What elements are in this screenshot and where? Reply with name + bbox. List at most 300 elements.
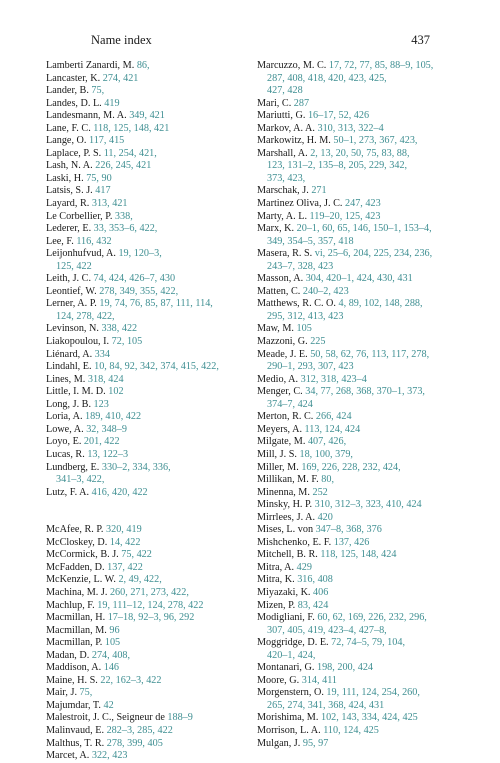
entry-page-refs[interactable]: 274, 408,: [91, 649, 131, 661]
entry-page-refs[interactable]: 290–1, 293, 307, 423: [267, 361, 354, 373]
entry-name: Liakopoulou, I.: [46, 336, 110, 348]
entry-page-refs[interactable]: 330–2, 334, 336,: [101, 461, 171, 473]
entry-name: Mair, J.: [46, 687, 77, 699]
entry-page-refs[interactable]: 419: [104, 97, 120, 109]
index-entry-continuation: [257, 700, 467, 713]
entry-page-refs[interactable]: vi, 25–6, 204, 225, 234, 236,: [314, 248, 433, 260]
entry-page-refs[interactable]: 334: [94, 348, 110, 360]
entry-page-refs[interactable]: 407, 426,: [307, 436, 347, 448]
index-entry: [46, 625, 246, 638]
entry-page-refs[interactable]: 118, 125, 148, 424: [320, 549, 397, 561]
entry-page-refs[interactable]: 420: [317, 511, 333, 523]
entry-page-refs[interactable]: 416, 420, 422: [91, 486, 148, 498]
index-entry-continuation: [257, 236, 467, 249]
entry-page-refs[interactable]: 252: [312, 486, 328, 498]
index-entry-continuation: [46, 311, 246, 324]
entry-page-refs[interactable]: 406: [313, 586, 329, 598]
entry-page-refs[interactable]: 314, 411: [301, 674, 337, 686]
entry-name: Milgate, M.: [257, 436, 306, 448]
entry-name: Lines, M.: [46, 373, 86, 385]
entry-name: Leontief, W.: [46, 285, 97, 297]
index-entry: [46, 60, 246, 73]
entry-name: Menger, C.: [257, 386, 303, 398]
entry-name: Mitchell, B. R.: [257, 549, 318, 561]
entry-page-refs[interactable]: 266, 424: [315, 411, 352, 423]
index-entry: [257, 98, 467, 111]
entry-name: Mirrlees, J. A.: [257, 511, 316, 523]
entry-page-refs[interactable]: 247, 423: [345, 198, 381, 210]
entry-page-refs[interactable]: 116, 432: [76, 235, 112, 247]
entry-page-refs[interactable]: 427, 428: [267, 85, 303, 97]
entry-page-refs[interactable]: 13, 122–3: [87, 448, 129, 460]
index-entry: [46, 462, 246, 475]
index-entry: [46, 750, 246, 763]
entry-page-refs[interactable]: 420–1, 424,: [267, 649, 316, 661]
index-entry: [46, 687, 246, 700]
entry-page-refs[interactable]: 72, 74–5, 79, 104,: [331, 637, 405, 649]
index-entry: [257, 411, 467, 424]
entry-name: Martinez Oliva, J. C.: [257, 198, 343, 210]
entry-page-refs[interactable]: 102, 143, 334, 424, 425: [320, 712, 418, 724]
index-entry: [46, 349, 246, 362]
entry-name: Mitra, A.: [257, 561, 295, 573]
entry-page-refs[interactable]: 271: [311, 185, 327, 197]
index-entry-continuation: [257, 173, 467, 186]
entry-name: Laski, H.: [46, 172, 84, 184]
entry-page-refs[interactable]: 338, 422: [101, 323, 138, 335]
entry-page-refs[interactable]: 137, 426: [333, 536, 370, 548]
entry-name: Markowitz, H. M.: [257, 135, 331, 147]
entry-name: Marshall, A.: [257, 147, 308, 159]
entry-page-refs[interactable]: 105: [104, 637, 121, 649]
entry-name: Markov, A. A.: [257, 122, 315, 134]
index-entry: [257, 499, 467, 512]
index-entry: [257, 374, 467, 387]
entry-page-refs[interactable]: 124, 278, 422,: [56, 310, 115, 322]
index-entry-continuation: [46, 474, 246, 487]
entry-name: Modigliani, F.: [257, 612, 315, 624]
index-entry: [257, 712, 467, 725]
index-entry: [46, 98, 246, 111]
entry-name: Lash, N. A.: [46, 160, 93, 172]
index-entry: [46, 148, 246, 161]
index-entry: [257, 662, 467, 675]
entry-page-refs[interactable]: 312, 318, 423–4: [300, 373, 367, 385]
entry-page-refs[interactable]: 20–1, 60, 65, 146, 150–1, 153–4,: [296, 223, 432, 235]
index-entry-continuation: [257, 361, 467, 374]
entry-name: Majumdar, T.: [46, 699, 101, 711]
index-entry: [46, 298, 246, 311]
entry-page-refs[interactable]: 83, 424: [297, 599, 329, 611]
index-entry: [46, 198, 246, 211]
entry-page-refs[interactable]: 11, 254, 421,: [103, 147, 157, 159]
entry-name: Marcet, A.: [46, 750, 90, 762]
entry-page-refs[interactable]: 341–3, 422,: [56, 474, 105, 486]
entry-page-refs[interactable]: 429: [296, 561, 312, 573]
entry-page-refs[interactable]: 373, 423,: [267, 172, 306, 184]
entry-name: Madan, D.: [46, 649, 90, 661]
index-entry-continuation: [257, 160, 467, 173]
index-entry: [257, 687, 467, 700]
entry-name: Lowe, A.: [46, 423, 84, 435]
index-entry: [46, 135, 246, 148]
index-entry: [46, 323, 246, 336]
entry-name: Malinvaud, E.: [46, 724, 105, 736]
entry-name: Marx, K.: [257, 223, 295, 235]
index-entry: [257, 386, 467, 399]
entry-name: Lamberti Zanardi, M.: [46, 60, 135, 71]
entry-name: Maine, H. S.: [46, 674, 98, 686]
index-entry: [46, 424, 246, 437]
entry-page-refs[interactable]: 50, 58, 62, 76, 113, 117, 278,: [310, 348, 430, 360]
entry-name: Maddison, A.: [46, 662, 102, 674]
entry-name: Leijonhufvud, A.: [46, 248, 116, 260]
index-entry: [46, 211, 246, 224]
index-entry: [46, 248, 246, 261]
entry-name: McFadden, D.: [46, 561, 105, 573]
entry-name: Masson, A.: [257, 273, 304, 285]
index-entry: [46, 273, 246, 286]
entry-name: Landes, D. L.: [46, 97, 102, 109]
entry-page-refs[interactable]: 137, 422: [107, 561, 143, 573]
entry-page-refs[interactable]: 374–7, 424: [267, 398, 313, 410]
index-entry: [46, 675, 246, 688]
entry-name: Minsky, H. P.: [257, 499, 313, 511]
entry-page-refs[interactable]: 75,: [91, 85, 105, 97]
entry-page-refs[interactable]: 287, 408, 418, 420, 423, 425,: [267, 72, 387, 84]
entry-name: Lutz, F. A.: [46, 486, 90, 498]
entry-page-refs[interactable]: 4, 89, 102, 148, 288,: [338, 298, 423, 310]
entry-page-refs[interactable]: 274, 421: [102, 72, 139, 84]
entry-page-refs[interactable]: 17, 72, 77, 85, 88–9, 105,: [328, 60, 434, 71]
entry-page-refs[interactable]: 19, 111, 124, 254, 260,: [326, 687, 420, 699]
index-entry: [257, 273, 467, 286]
index-entry: [46, 399, 246, 412]
entry-page-refs[interactable]: 304, 420–1, 424, 430, 431: [305, 273, 413, 285]
section-title: Name index: [91, 33, 152, 47]
entry-name: Lane, F. C.: [46, 122, 91, 134]
index-entry: [46, 662, 246, 675]
entry-page-refs[interactable]: 169, 226, 228, 232, 424,: [301, 461, 401, 473]
entry-name: Lederer, E.: [46, 223, 92, 235]
index-entry: [257, 349, 467, 362]
entry-page-refs[interactable]: 2, 49, 422,: [118, 574, 162, 586]
index-entry: [257, 738, 467, 751]
entry-page-refs[interactable]: 75, 90: [86, 172, 112, 184]
entry-page-refs[interactable]: 95, 97: [302, 737, 329, 749]
entry-page-refs[interactable]: 118, 125, 148, 421: [93, 122, 170, 134]
index-entry: [257, 487, 467, 500]
index-entry-continuation: [257, 399, 467, 412]
entry-page-refs[interactable]: 226, 245, 421: [95, 160, 152, 172]
entry-name: Lancaster, K.: [46, 72, 101, 84]
index-entry: [46, 436, 246, 449]
entry-page-refs[interactable]: 349, 354–5, 357, 418: [267, 235, 354, 247]
index-entry: [46, 386, 246, 399]
index-entry: [257, 436, 467, 449]
index-entry: [46, 612, 246, 625]
entry-page-refs[interactable]: 110, 124, 425: [323, 724, 379, 736]
index-entry: [46, 562, 246, 575]
entry-name: Leith, J. C.: [46, 273, 91, 285]
index-entry: [257, 60, 467, 73]
entry-name: Laplace, P. S.: [46, 147, 102, 159]
entry-name: Lander, B.: [46, 85, 89, 97]
index-entry-continuation: [257, 85, 467, 98]
entry-page-refs[interactable]: 113, 124, 424: [304, 423, 361, 435]
entry-name: Mazzoni, G.: [257, 336, 308, 348]
entry-page-refs[interactable]: 322, 423: [91, 750, 128, 762]
entry-page-refs[interactable]: 17–18, 92–3, 96, 292: [107, 612, 195, 624]
index-column-left: [46, 60, 246, 763]
index-entry: [257, 462, 467, 475]
entry-name: Liénard, A.: [46, 348, 93, 360]
entry-page-refs[interactable]: 96: [109, 624, 120, 636]
entry-page-refs[interactable]: 123: [93, 398, 109, 410]
entry-page-refs[interactable]: 33, 353–6, 422,: [93, 223, 158, 235]
entry-name: Morgenstern, O.: [257, 687, 324, 699]
entry-page-refs[interactable]: 19, 111–12, 124, 278, 422: [97, 599, 204, 611]
entry-page-refs[interactable]: 75,: [79, 687, 93, 699]
index-entry: [46, 537, 246, 550]
entry-page-refs[interactable]: 310, 312–3, 323, 410, 424: [314, 499, 422, 511]
entry-name: Long, J. B.: [46, 398, 91, 410]
entry-name: Miller, M.: [257, 461, 299, 473]
entry-page-refs[interactable]: 10, 84, 92, 342, 374, 415, 422,: [94, 361, 219, 373]
entry-page-refs[interactable]: 22, 162–3, 422: [100, 674, 162, 686]
index-entry: [257, 198, 467, 211]
entry-page-refs[interactable]: 417: [95, 185, 111, 197]
entry-page-refs[interactable]: 278, 399, 405: [106, 737, 163, 749]
index-entry: [46, 700, 246, 713]
index-entry: [257, 474, 467, 487]
index-entry: [257, 512, 467, 525]
entry-page-refs[interactable]: 50–1, 273, 367, 423,: [333, 135, 418, 147]
entry-page-refs[interactable]: 295, 312, 413, 423: [267, 310, 344, 322]
index-entry: [257, 323, 467, 336]
index-entry: [257, 675, 467, 688]
entry-page-refs[interactable]: 260, 271, 273, 422,: [109, 586, 189, 598]
index-entry: [46, 487, 246, 500]
entry-page-refs[interactable]: 338,: [114, 210, 133, 222]
index-entry: [46, 160, 246, 173]
entry-name: Levinson, N.: [46, 323, 99, 335]
entry-name: Lange, O.: [46, 135, 87, 147]
entry-page-refs[interactable]: 80,: [321, 474, 335, 486]
index-entry-continuation: [257, 73, 467, 86]
entry-name: Mishchenko, E. F.: [257, 536, 332, 548]
index-entry: [46, 173, 246, 186]
entry-page-refs[interactable]: 34, 77, 268, 368, 370–1, 373,: [305, 386, 425, 398]
entry-name: Mariutti, G.: [257, 110, 306, 122]
index-entry: [257, 449, 467, 462]
entry-page-refs[interactable]: 347–8, 368, 376: [315, 524, 382, 536]
index-entry: [46, 725, 246, 738]
index-entry: [257, 725, 467, 738]
entry-page-refs[interactable]: 287: [293, 97, 310, 109]
index-entry: [46, 637, 246, 650]
entry-page-refs[interactable]: 188–9: [167, 712, 193, 724]
entry-name: Mises, L. von: [257, 524, 314, 536]
index-entry: [46, 374, 246, 387]
entry-page-refs[interactable]: 119–20, 125, 423: [309, 210, 381, 222]
index-entry: [46, 600, 246, 613]
entry-name: Marschak, J.: [257, 185, 309, 197]
entry-page-refs[interactable]: 123, 131–2, 135–8, 205, 229, 342,: [267, 160, 408, 172]
index-entry: [46, 85, 246, 98]
entry-name: Moggridge, D. E.: [257, 637, 329, 649]
index-entry: [257, 185, 467, 198]
entry-name: Morrison, L. A.: [257, 724, 321, 736]
entry-page-refs[interactable]: 86,: [136, 60, 150, 71]
index-entry-continuation: [257, 650, 467, 663]
index-entry: [46, 738, 246, 751]
index-entry: [46, 650, 246, 663]
index-entry-continuation: [257, 261, 467, 274]
index-entry: [46, 361, 246, 374]
index-entry: [257, 336, 467, 349]
entry-page-refs[interactable]: 198, 200, 424: [316, 662, 374, 674]
entry-name: Medio, A.: [257, 373, 299, 385]
entry-name: Mitra, K.: [257, 574, 295, 586]
entry-page-refs[interactable]: 265, 274, 341, 368, 424, 431: [267, 699, 385, 711]
entry-page-refs[interactable]: 201, 422: [83, 436, 120, 448]
entry-name: McKenzie, L. W.: [46, 574, 116, 586]
index-entry: [257, 587, 467, 600]
entry-page-refs[interactable]: 146: [103, 662, 120, 674]
index-entry: [46, 524, 246, 537]
entry-page-refs[interactable]: 19, 74, 76, 85, 87, 111, 114,: [99, 298, 213, 310]
index-entry: [46, 223, 246, 236]
entry-page-refs[interactable]: 310, 313, 322–4: [317, 122, 384, 134]
page-number: 437: [411, 33, 430, 47]
entry-page-refs[interactable]: 318, 424: [87, 373, 124, 385]
entry-name: Montanari, G.: [257, 662, 315, 674]
entry-name: Malthus, T. R.: [46, 737, 105, 749]
entry-page-refs[interactable]: 2, 13, 20, 50, 75, 83, 88,: [310, 147, 410, 159]
entry-name: Macmillan, H.: [46, 612, 106, 624]
entry-name: Matthews, R. C. O.: [257, 298, 336, 310]
entry-name: Marty, A. L.: [257, 210, 307, 222]
index-entry: [46, 449, 246, 462]
entry-page-refs[interactable]: 313, 421: [91, 198, 128, 210]
entry-name: Malestroit, J. C., Seigneur de: [46, 712, 165, 724]
entry-name: Machina, M. J.: [46, 586, 108, 598]
entry-page-refs[interactable]: 125, 422: [56, 260, 92, 272]
entry-name: Meyers, A.: [257, 423, 302, 435]
entry-name: McCormick, B. J.: [46, 549, 119, 561]
entry-page-refs[interactable]: 60, 62, 169, 226, 232, 296,: [317, 612, 427, 624]
index-entry: [257, 135, 467, 148]
entry-page-refs[interactable]: 307, 405, 419, 423–4, 427–8,: [267, 624, 387, 636]
entry-page-refs[interactable]: 102: [108, 386, 124, 398]
index-entry-continuation: [257, 625, 467, 638]
entry-name: Lundberg, E.: [46, 461, 100, 473]
entry-page-refs[interactable]: 243–7, 328, 423: [267, 260, 334, 272]
entry-name: Marcuzzo, M. C.: [257, 60, 327, 71]
entry-name: Matten, C.: [257, 285, 301, 297]
index-entry: [46, 73, 246, 86]
entry-page-refs[interactable]: 18, 100, 379,: [299, 448, 353, 460]
index-entry: [46, 110, 246, 123]
index-column-right: [257, 60, 467, 750]
entry-page-refs[interactable]: 14, 422: [109, 536, 141, 548]
index-entry-continuation: [46, 261, 246, 274]
running-header: [91, 33, 430, 48]
entry-name: Masera, R. S.: [257, 248, 313, 260]
entry-name: Millikan, M. F.: [257, 474, 319, 486]
index-entry: [257, 148, 467, 161]
entry-page-refs[interactable]: 320, 419: [106, 524, 142, 536]
index-entry: [46, 286, 246, 299]
entry-page-refs[interactable]: 282–3, 285, 422: [106, 724, 173, 736]
entry-page-refs[interactable]: 16–17, 52, 426: [307, 110, 370, 122]
entry-page-refs[interactable]: 240–2, 423: [302, 285, 349, 297]
entry-page-refs[interactable]: 105: [296, 323, 312, 335]
entry-page-refs[interactable]: 316, 408: [297, 574, 333, 586]
index-entry: [257, 286, 467, 299]
entry-page-refs[interactable]: 189, 410, 422: [85, 411, 142, 423]
index-entry: [46, 587, 246, 600]
index-entry: [257, 223, 467, 236]
index-entry: [257, 110, 467, 123]
index-entry: [257, 637, 467, 650]
index-entry: [46, 185, 246, 198]
index-entry: [257, 549, 467, 562]
entry-name: Mill, J. S.: [257, 448, 297, 460]
entry-name: Morishima, M.: [257, 712, 319, 724]
entry-name: Little, I. M. D.: [46, 386, 106, 398]
index-entry: [257, 424, 467, 437]
entry-name: McAfee, R. P.: [46, 524, 104, 536]
index-entry: [257, 123, 467, 136]
entry-page-refs[interactable]: 117, 415: [89, 135, 125, 147]
entry-page-refs[interactable]: 74, 424, 426–7, 430: [93, 273, 176, 285]
entry-name: Mulgan, J.: [257, 737, 301, 749]
entry-name: Loyo, E.: [46, 436, 82, 448]
entry-name: Macmillan, M.: [46, 624, 107, 636]
entry-name: Machlup, F.: [46, 599, 95, 611]
entry-page-refs[interactable]: 278, 349, 355, 422,: [99, 285, 179, 297]
entry-name: Layard, R.: [46, 198, 90, 210]
index-entry: [257, 211, 467, 224]
entry-page-refs[interactable]: 72, 105: [111, 336, 143, 348]
entry-page-refs[interactable]: 32, 348–9: [86, 423, 127, 435]
index-entry: [46, 336, 246, 349]
entry-name: Merton, R. C.: [257, 411, 314, 423]
entry-name: Le Corbellier, P.: [46, 210, 113, 222]
entry-name: Latsis, S. J.: [46, 185, 93, 197]
index-entry: [46, 549, 246, 562]
index-entry: [46, 712, 246, 725]
entry-name: Lindahl, E.: [46, 361, 92, 373]
entry-page-refs[interactable]: 75, 422: [121, 549, 152, 561]
entry-name: Meade, J. E.: [257, 348, 308, 360]
entry-name: Maw, M.: [257, 323, 294, 335]
entry-name: Lerner, A. P.: [46, 298, 97, 310]
entry-page-refs[interactable]: 19, 120–3,: [118, 248, 162, 260]
index-entry: [46, 236, 246, 249]
entry-name: Minenna, M.: [257, 486, 310, 498]
entry-page-refs[interactable]: 42: [103, 699, 114, 711]
entry-name: McCloskey, D.: [46, 536, 108, 548]
entry-name: Macmillan, P.: [46, 637, 103, 649]
entry-page-refs[interactable]: 225: [310, 336, 326, 348]
index-entry: [257, 248, 467, 261]
entry-name: Mari, C.: [257, 97, 292, 109]
entry-page-refs[interactable]: 349, 421: [129, 110, 165, 122]
index-entry: [257, 298, 467, 311]
